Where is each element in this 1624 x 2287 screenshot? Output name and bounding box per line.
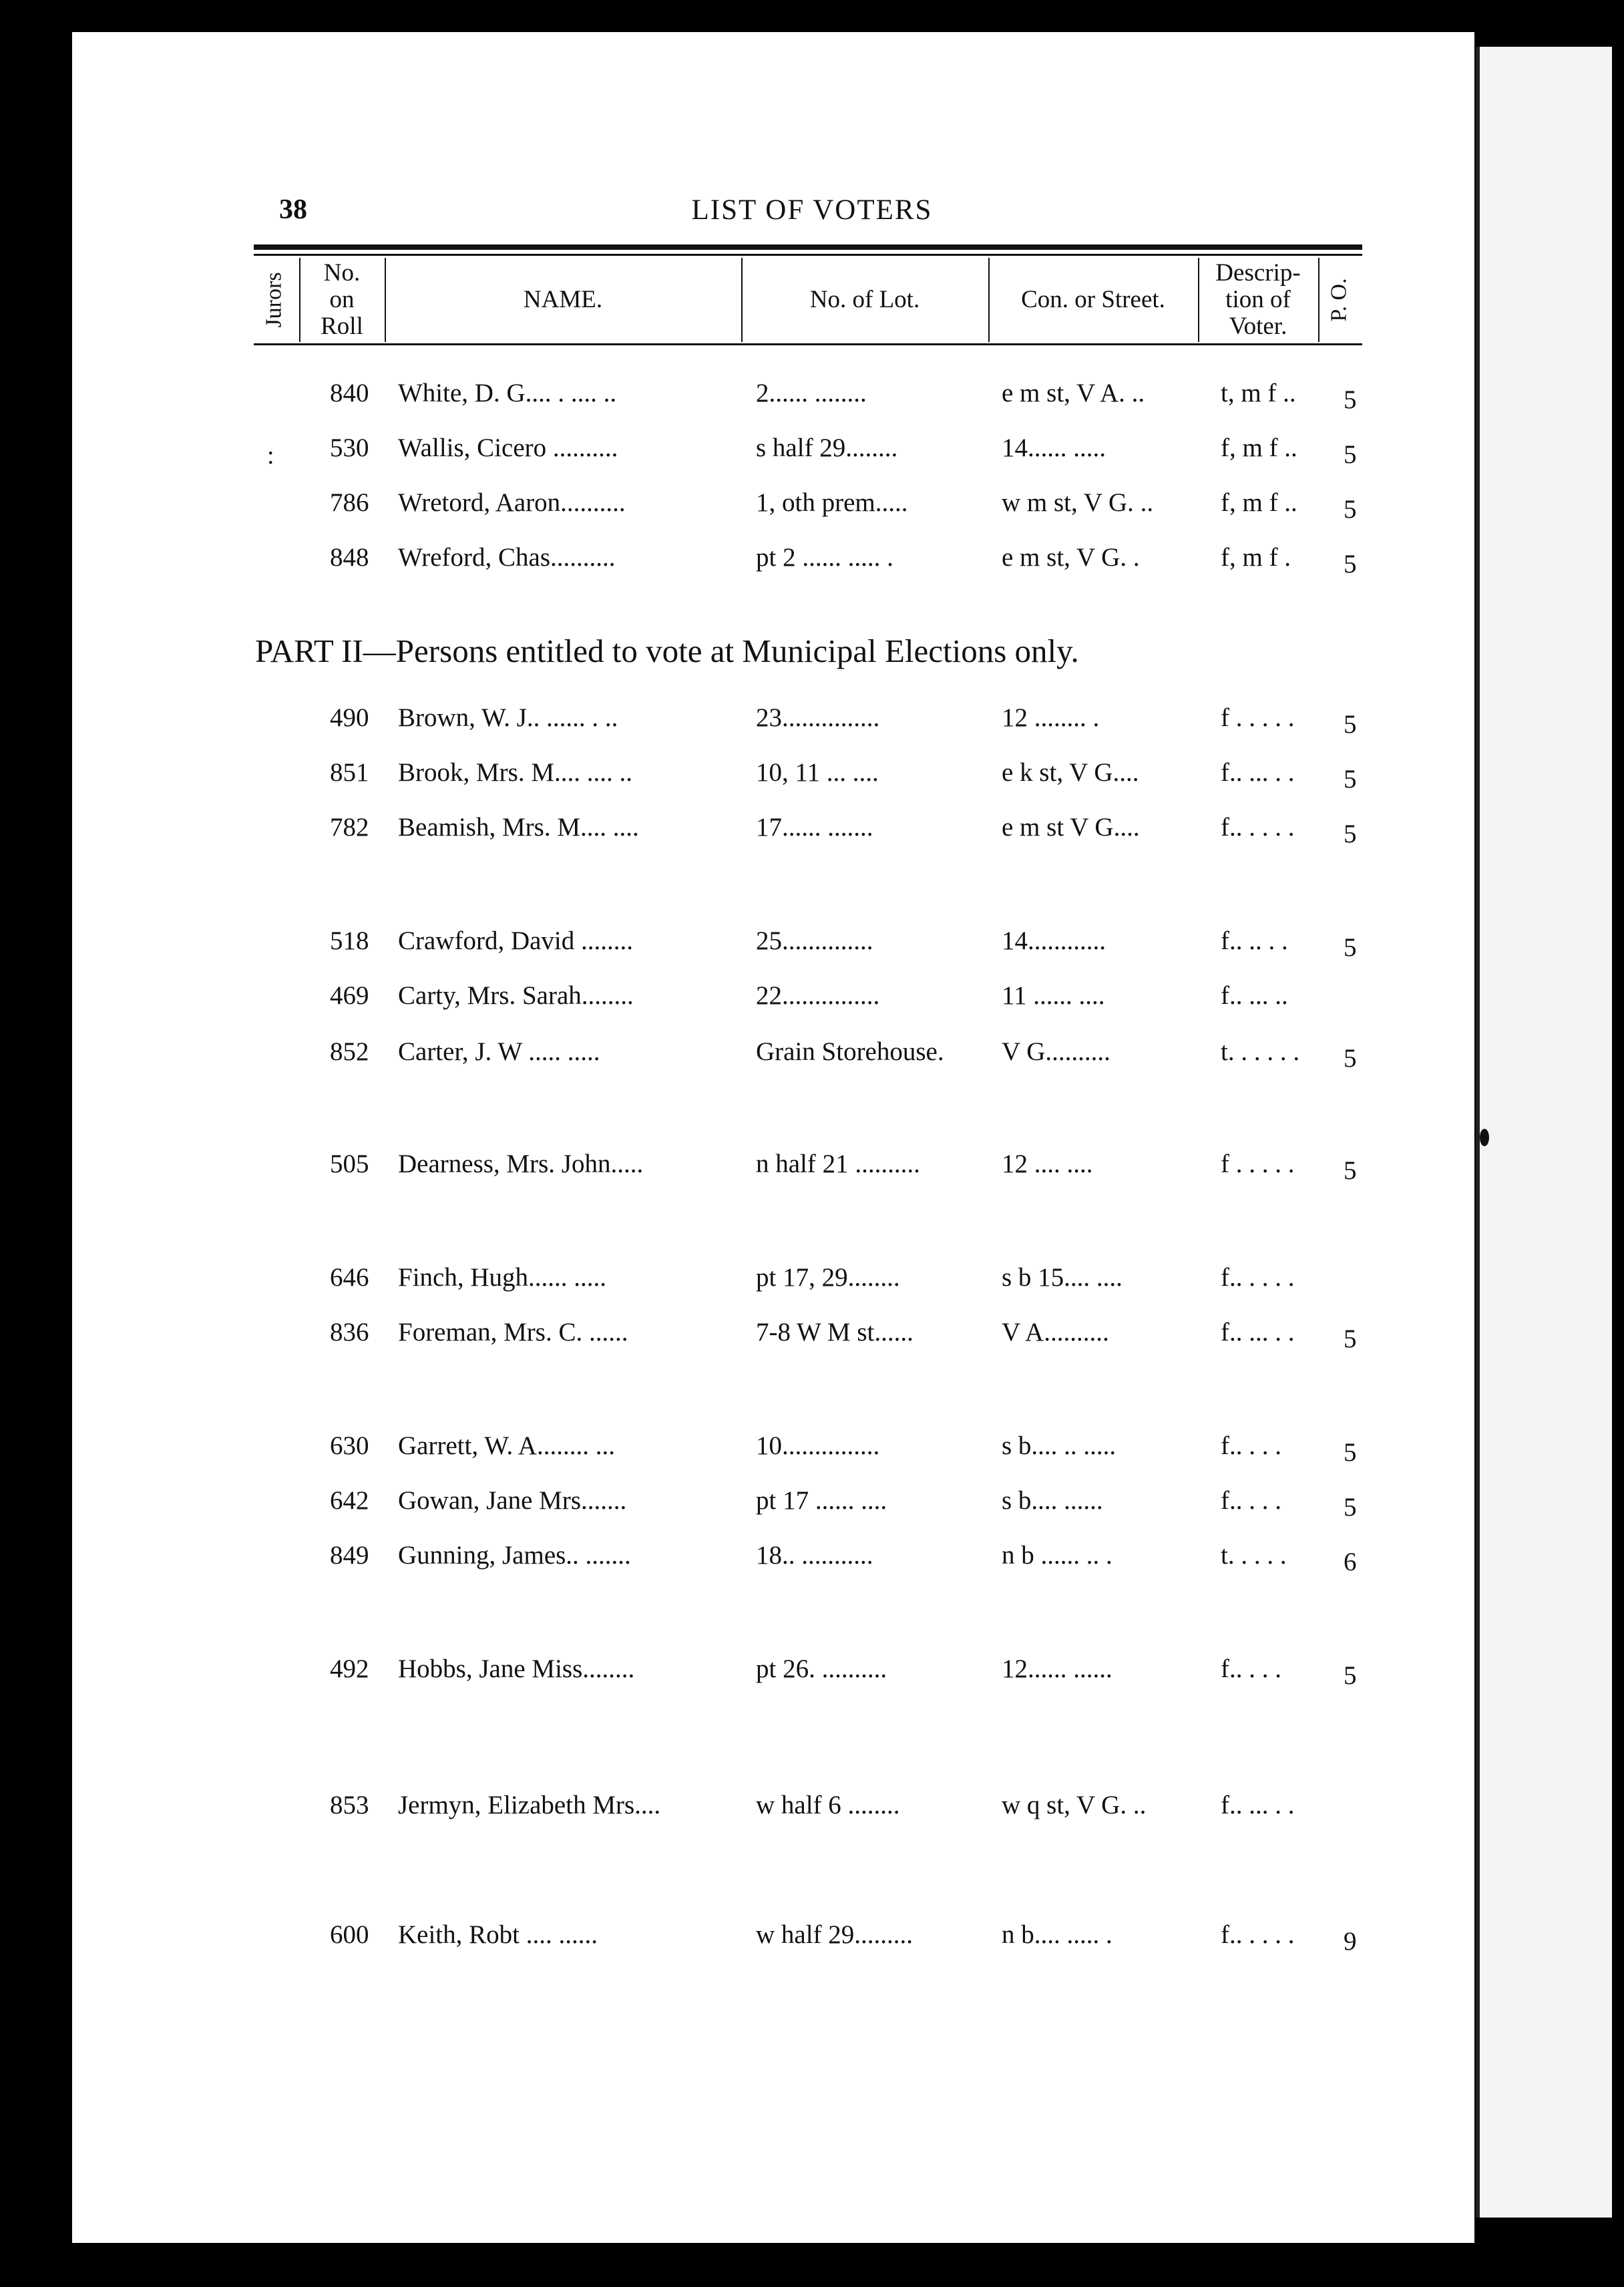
- table-row: [0, 1485, 1624, 1526]
- page-number: 38: [279, 194, 307, 225]
- con-street: 11 ...... ....: [1002, 981, 1105, 1010]
- lot-number: pt 2 ...... ..... .: [756, 543, 893, 572]
- col-header-jurors-text: Jurors: [262, 272, 287, 328]
- voter-description: f.. . . .: [1221, 1431, 1281, 1460]
- con-street: 12 ........ .: [1002, 703, 1100, 732]
- post-office: 5: [1344, 1493, 1357, 1522]
- post-office: 5: [1344, 495, 1357, 524]
- lot-number: Grain Storehouse.: [756, 1037, 944, 1066]
- con-street: e k st, V G....: [1002, 758, 1139, 787]
- lot-number: w half 29.........: [756, 1920, 914, 1949]
- voter-name: Wallis, Cicero ..........: [398, 433, 618, 462]
- table-row: [0, 757, 1624, 798]
- voter-name: Hobbs, Jane Miss........: [398, 1654, 635, 1683]
- con-street: n b ...... .. .: [1002, 1541, 1112, 1570]
- con-street: e m st V G....: [1002, 813, 1140, 842]
- table-row: [0, 378, 1624, 418]
- voter-description: f.. ... ..: [1221, 981, 1288, 1010]
- voter-name: Brook, Mrs. M.... .... ..: [398, 758, 633, 787]
- voter-description: t, m f ..: [1221, 379, 1303, 407]
- roll-number: 646: [330, 1263, 369, 1292]
- voter-description: t. . . . . .: [1221, 1037, 1300, 1066]
- roll-number: 851: [330, 758, 369, 787]
- col-header-po-text: P. O.: [1327, 278, 1352, 322]
- post-office: 6: [1344, 1548, 1357, 1576]
- col-header-lot-text: No. of Lot.: [809, 286, 920, 313]
- voter-description: f, m f ..: [1221, 488, 1304, 517]
- voter-description: t. . . . .: [1221, 1541, 1287, 1570]
- con-street: w m st, V G. ..: [1002, 488, 1154, 517]
- voter-description: f.. ... . .: [1221, 758, 1295, 787]
- voter-description: f.. . . .: [1221, 1654, 1281, 1683]
- table-row: [0, 981, 1624, 1021]
- roll-number: 600: [330, 1920, 369, 1949]
- voter-description: f.. .. . .: [1221, 926, 1288, 955]
- table-row: [0, 1920, 1624, 1960]
- roll-number: 786: [330, 488, 369, 517]
- post-office: 5: [1344, 1044, 1357, 1073]
- voter-name: Garrett, W. A........ ...: [398, 1431, 615, 1460]
- lot-number: 25..............: [756, 926, 873, 955]
- voter-name: Carter, J. W ..... .....: [398, 1037, 600, 1066]
- roll-number: 642: [330, 1486, 369, 1515]
- roll-number: 505: [330, 1150, 369, 1178]
- col-header-roll-text: No. on Roll: [321, 259, 363, 340]
- table-row: [0, 1540, 1624, 1580]
- voter-name: Crawford, David ........: [398, 926, 634, 955]
- con-street: 14............: [1002, 926, 1106, 955]
- roll-number: 840: [330, 379, 369, 407]
- adjacent-page-edge: [1476, 47, 1612, 2218]
- con-street: s b 15.... ....: [1002, 1263, 1123, 1292]
- table-row: [0, 1790, 1624, 1830]
- roll-number: 849: [330, 1541, 369, 1570]
- col-header-con-text: Con. or Street.: [1021, 286, 1165, 313]
- lot-number: 18.. ...........: [756, 1541, 873, 1570]
- col-header-desc-text: Descrip- tion of Voter.: [1215, 259, 1301, 340]
- table-row: [0, 488, 1624, 528]
- con-street: V A..........: [1002, 1318, 1109, 1347]
- post-office: 5: [1344, 1325, 1357, 1353]
- part2-heading: PART II—Persons entitled to vote at Municipal Elections only.: [255, 633, 1079, 669]
- con-street: V G..........: [1002, 1037, 1110, 1066]
- voter-description: f . . . . .: [1221, 1150, 1295, 1178]
- roll-number: 469: [330, 981, 369, 1010]
- lot-number: pt 17 ...... ....: [756, 1486, 887, 1515]
- header-rule-thick: [254, 244, 1362, 250]
- voter-description: f.. ... . .: [1221, 1791, 1295, 1819]
- voter-name: Carty, Mrs. Sarah........: [398, 981, 634, 1010]
- table-row: [0, 1317, 1624, 1357]
- table-row: [0, 1037, 1624, 1077]
- voter-name: Gunning, James.. .......: [398, 1541, 631, 1570]
- running-title: LIST OF VOTERS: [691, 194, 933, 226]
- post-office: 5: [1344, 820, 1357, 848]
- post-office: 5: [1344, 1156, 1357, 1185]
- lot-number: w half 6 ........: [756, 1791, 900, 1819]
- post-office: 9: [1344, 1927, 1357, 1956]
- roll-number: 630: [330, 1431, 369, 1460]
- col-header-roll: [300, 258, 383, 342]
- table-row: [0, 926, 1624, 966]
- voter-description: f, m f .: [1221, 543, 1297, 572]
- voter-name: Keith, Robt .... ......: [398, 1920, 598, 1949]
- con-street: e m st, V A. ..: [1002, 379, 1145, 407]
- lot-number: 22...............: [756, 981, 880, 1010]
- roll-number: 836: [330, 1318, 369, 1347]
- voter-name: Wreford, Chas..........: [398, 543, 616, 572]
- post-office: 5: [1344, 385, 1357, 414]
- table-row: [0, 542, 1624, 582]
- voter-name: Gowan, Jane Mrs.......: [398, 1486, 627, 1515]
- roll-number: 848: [330, 543, 369, 572]
- col-header-name: [386, 258, 740, 342]
- voter-name: Wretord, Aaron..........: [398, 488, 626, 517]
- lot-number: s half 29........: [756, 433, 898, 462]
- table-row: [0, 1431, 1624, 1471]
- table-row: [0, 433, 1624, 473]
- con-street: s b.... ......: [1002, 1486, 1103, 1515]
- voter-description: f, m f ..: [1221, 433, 1304, 462]
- voter-description: f.. ... . .: [1221, 1318, 1295, 1347]
- con-street: 12 .... ....: [1002, 1150, 1093, 1178]
- roll-number: 492: [330, 1654, 369, 1683]
- voter-description: f.. . . . .: [1221, 1263, 1295, 1292]
- header-rule-thin: [254, 254, 1362, 256]
- roll-number: 852: [330, 1037, 369, 1066]
- con-street: n b.... ..... .: [1002, 1920, 1112, 1949]
- lot-number: 7-8 W M st......: [756, 1318, 914, 1347]
- con-street: 12...... ......: [1002, 1654, 1112, 1683]
- col-header-jurors: [251, 258, 298, 342]
- post-office: 5: [1344, 765, 1357, 794]
- post-office: 5: [1344, 1438, 1357, 1467]
- lot-number: 10...............: [756, 1431, 880, 1460]
- roll-number: 530: [330, 433, 369, 462]
- voter-name: Beamish, Mrs. M.... ....: [398, 813, 639, 842]
- voter-description: f.. . . . .: [1221, 813, 1295, 842]
- lot-number: pt 26. ..........: [756, 1654, 887, 1683]
- post-office: 5: [1344, 550, 1357, 578]
- post-office: 5: [1344, 710, 1357, 739]
- header-rule-bottom: [254, 343, 1362, 345]
- lot-number: 1, oth prem.....: [756, 488, 908, 517]
- margin-mark: :: [267, 442, 274, 470]
- post-office: 5: [1344, 1661, 1357, 1690]
- table-row: [0, 703, 1624, 743]
- lot-number: 17...... .......: [756, 813, 873, 842]
- voter-name: Foreman, Mrs. C. ......: [398, 1318, 628, 1347]
- con-street: w q st, V G. ..: [1002, 1791, 1147, 1819]
- voter-description: f . . . . .: [1221, 703, 1295, 732]
- lot-number: 10, 11 ... ....: [756, 758, 879, 787]
- roll-number: 853: [330, 1791, 369, 1819]
- post-office: 5: [1344, 933, 1357, 962]
- col-header-desc: [1199, 258, 1317, 342]
- col-header-po: [1320, 258, 1360, 342]
- table-row: [0, 1262, 1624, 1302]
- voter-description: f.. . . .: [1221, 1486, 1281, 1515]
- voter-name: White, D. G.... . .... ..: [398, 379, 617, 407]
- col-header-con: [990, 258, 1197, 342]
- con-street: 14...... .....: [1002, 433, 1106, 462]
- roll-number: 518: [330, 926, 369, 955]
- table-row: [0, 1149, 1624, 1189]
- lot-number: pt 17, 29........: [756, 1263, 900, 1292]
- voter-name: Dearness, Mrs. John.....: [398, 1150, 644, 1178]
- roll-number: 490: [330, 703, 369, 732]
- lot-number: 23...............: [756, 703, 880, 732]
- col-header-lot: [743, 258, 987, 342]
- post-office: 5: [1344, 440, 1357, 469]
- table-row: [0, 1654, 1624, 1694]
- lot-number: n half 21 ..........: [756, 1150, 920, 1178]
- col-header-name-text: NAME.: [523, 286, 603, 313]
- voter-description: f.. . . . .: [1221, 1920, 1295, 1949]
- voter-name: Jermyn, Elizabeth Mrs....: [398, 1791, 661, 1819]
- document-page: [72, 32, 1474, 2243]
- con-street: e m st, V G. .: [1002, 543, 1140, 572]
- lot-number: 2...... ........: [756, 379, 867, 407]
- table-row: [0, 812, 1624, 852]
- roll-number: 782: [330, 813, 369, 842]
- voter-name: Finch, Hugh...... .....: [398, 1263, 606, 1292]
- voter-name: Brown, W. J.. ...... . ..: [398, 703, 618, 732]
- con-street: s b.... .. .....: [1002, 1431, 1116, 1460]
